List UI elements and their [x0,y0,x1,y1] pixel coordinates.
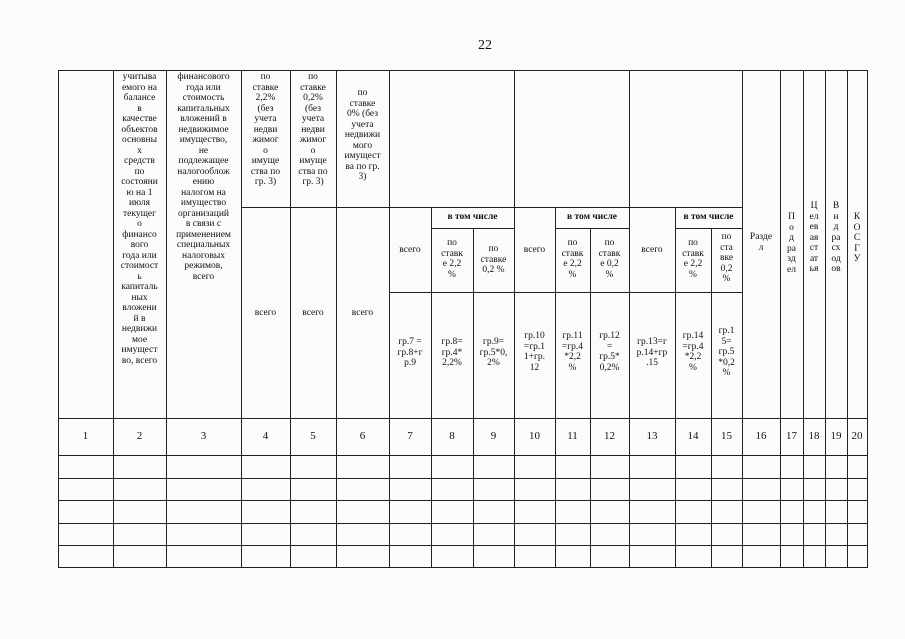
col-number-14: 14 [687,430,699,442]
col6-vsego: всего [351,308,374,318]
col13-formula: гр.13=г р.14+гр .15 [636,337,668,368]
group3-v-tom-chisle: в том числе [683,212,734,222]
col6-top-header: по ставке 0% (без учета недвижи мого имущест ва по гр. 3) [344,88,381,182]
col10-vsego: всего [523,245,546,255]
col-number-12: 12 [604,430,615,442]
col5-top-header: по ставке 0,2% (без учета недви жимог о имуще ства по гр. 3) [298,72,328,187]
col-number-5: 5 [310,430,316,442]
col4-vsego: всего [254,308,277,318]
col12-formula: гр.12 = гр.5* 0,2% [599,331,620,373]
razdel-header: Разде л [749,232,773,253]
col3-header: финансового года или стоимость капитальных вложений в недвижимое имущество, не подлежащее налогооблож ению налогом на имущество организаций в связи с применением специальных налоговых режимов, всего [176,72,231,282]
col8-header: по ставк е 2,2 % [441,238,463,280]
col-number-13: 13 [646,430,658,442]
col-number-15: 15 [721,430,732,442]
col8-formula: гр.8= гр.4* 2,2% [441,337,463,368]
col-number-3: 3 [200,430,207,442]
col-number-6: 6 [359,430,366,442]
col-number-10: 10 [529,430,540,442]
col-number-18: 18 [808,430,820,442]
group2-v-tom-chisle: в том числе [566,212,618,222]
group1-v-tom-chisle: в том числе [447,212,498,222]
col15-header: по ста вке 0,2 % [719,232,734,284]
col10-formula: гр.10 =гр.1 1+гр. 12 [523,331,546,373]
col7-formula: гр.7 = гр.8+г р.9 [397,337,423,368]
kosgu-header: К О С Г У [853,212,861,264]
podrazdel-header: П о д ра зд ел [787,212,796,275]
col-number-4: 4 [262,430,269,442]
col-number-11: 11 [567,430,578,442]
col-number-19: 19 [830,430,842,442]
col-number-7: 7 [407,430,413,442]
col15-formula: гр.1 5= гр.5 *0,2 % [718,326,735,378]
col4-top-header: по ставке 2,2% (без учета недви жимог о имуще ства по гр. 3) [250,72,281,187]
vid-rashodov-header: В и д ра сх од ов [831,201,841,274]
col14-header: по ставк е 2,2 % [682,238,704,280]
col-number-16: 16 [755,430,767,442]
col11-formula: гр.11 =гр.4 *2,2 % [561,331,584,373]
col9-formula: гр.9= гр.5*0, 2% [479,337,508,368]
col-number-8: 8 [449,430,455,442]
col-number-1: 1 [82,430,89,442]
page-number: 22 [478,38,492,53]
col11-header: по ставк е 2,2 % [561,238,584,280]
celevaya-statya-header: Ц ел ев ая ст ат ья [809,201,819,274]
col13-vsego: всего [641,245,663,255]
col12-header: по ставк е 0,2 % [598,238,621,280]
col7-vsego: всего [399,245,421,255]
col9-header: по ставке 0,2 % [480,244,507,275]
col-number-2: 2 [136,430,143,442]
col-number-9: 9 [490,430,497,442]
col2-header: учитыва емого на балансе в качестве объектов основны х средств по состояни ю на 1 июля текущег о финансо вого года или стоимост ь капиталь ных вложени й в недвижи мое имущест во, всего [120,72,159,366]
col-number-20: 20 [851,430,863,442]
col-number-17: 17 [786,430,797,442]
col14-formula: гр.14 =гр.4 *2,2 % [682,331,704,373]
col5-vsego: всего [302,308,324,318]
